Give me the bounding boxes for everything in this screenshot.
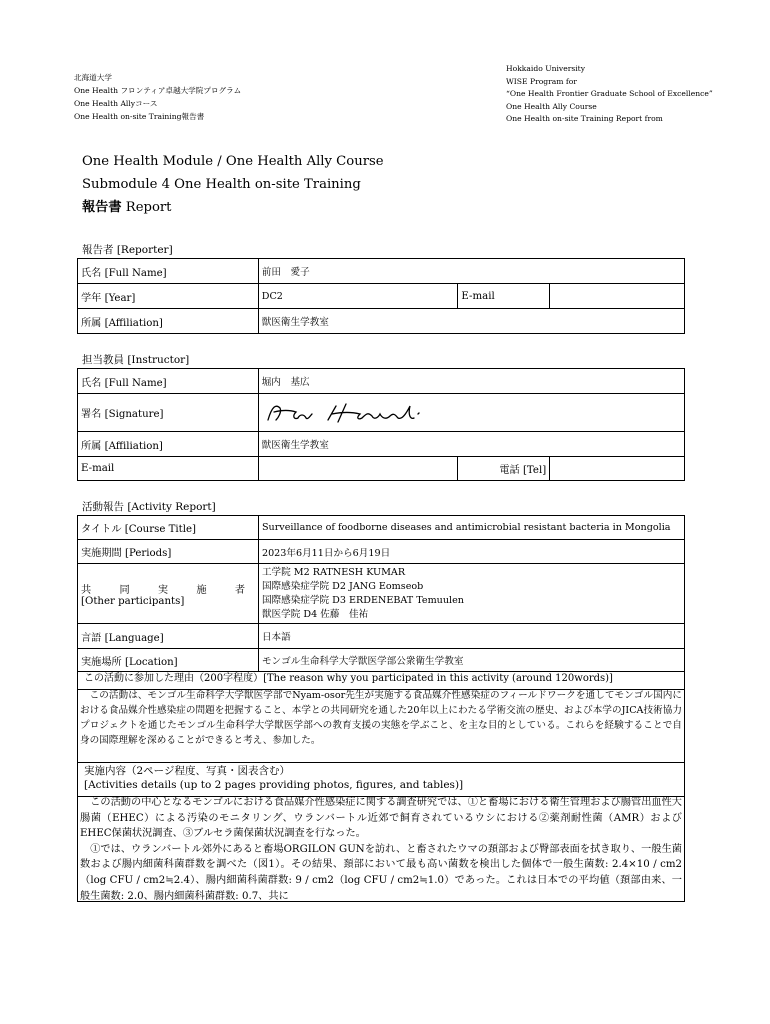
activity-section-label: 活動報告 [Activity Report] xyxy=(82,501,216,513)
instructor-email-value xyxy=(258,457,458,481)
location-value: モンゴル生命科学大学獣医学部公衆衛生学教室 xyxy=(258,649,684,672)
participants-label-char: 施 xyxy=(196,584,207,596)
reporter-affiliation-value: 獣医衛生学教室 xyxy=(258,309,684,334)
participants-label-char: 者 xyxy=(234,584,245,596)
periods-value: 2023年6月11日から6月19日 xyxy=(258,540,684,564)
header-right-line: WISE Program for xyxy=(506,76,577,86)
participants-label xyxy=(78,564,259,624)
participant-item: 獣医学院 D4 佐藤 佳祐 xyxy=(261,608,369,620)
header-right-line: One Health on-site Training Report from xyxy=(506,114,663,123)
course-title-value: Surveillance of foodborne diseases and antimicrobial resistant bacteria in Mongolia xyxy=(258,516,684,540)
title-report-en: Report xyxy=(125,200,172,215)
reporter-email-label: E-mail xyxy=(458,284,550,309)
instructor-affiliation-value: 獣医衛生学教室 xyxy=(258,432,684,457)
instructor-signature-label: 署名 [Signature] xyxy=(78,394,259,432)
instructor-signature-cell xyxy=(258,394,684,432)
header-left-line: One Health on-site Training報告書 xyxy=(74,112,205,121)
details-body-box xyxy=(77,795,685,902)
title-module: One Health Module / One Health Ally Course xyxy=(82,154,384,169)
reporter-year-value: DC2 xyxy=(258,284,458,309)
details-heading-ja: 実施内容（2ページ程度、写真・図表含む） xyxy=(84,765,290,777)
instructor-table xyxy=(77,368,685,481)
participant-item: 国際感染症学院 D3 ERDENEBAT Temuulen xyxy=(261,594,464,606)
participants-label-en: [Other participants] xyxy=(81,595,185,607)
periods-label: 実施期間 [Periods] xyxy=(78,540,259,564)
header-left xyxy=(74,71,241,123)
header-right-line: “One Health Frontier Graduate School of Excellence” xyxy=(506,89,713,98)
course-title-label: タイトル [Course Title] xyxy=(78,516,259,540)
instructor-email-label: E-mail xyxy=(78,457,259,481)
reporter-email-value xyxy=(550,284,685,309)
reason-body: この活動は、モンゴル生命科学大学獣医学部でNyam-osor先生が実施する食品媒介性感染症のフィールドワークを通してモンゴル国内における食品媒介性感染症の問題を把握すること、本学との共同研究を通した20年以上にわたる学術交流の歴史、および本学のJICA技術協力プロジェクトを通じたモンゴル生命科学大学獣医学部への教育支援の実態を学ぶこと、を主な目的としている。これらを経験することで自身の国際理解を深めることができると考え、参加した。 xyxy=(80,690,682,746)
reporter-year-label: 学年 [Year] xyxy=(78,284,259,309)
reporter-table xyxy=(77,258,685,334)
header-right-line: Hokkaido University xyxy=(506,64,586,73)
participants-value xyxy=(258,564,684,624)
title-submodule: Submodule 4 One Health on-site Training xyxy=(82,177,361,192)
reporter-name-label: 氏名 [Full Name] xyxy=(78,259,259,284)
title-report xyxy=(82,196,384,219)
header-left-line: One Health Allyコース xyxy=(74,99,158,108)
instructor-name-value: 堀内 基広 xyxy=(258,369,684,394)
details-paragraph-2: ①では、ウランバートル郊外にあると畜場ORGILON GUNを訪れ、と畜されたウマの頚部および臀部表面を拭き取り、一般生菌数および腸内細菌科菌群数を調べた（図1）。その結果、頚部において最も高い菌数を検出した個体で一般生菌数: 2.4×10 / cm2（log CFU / cm2≒2.4）、腸内細菌科菌群数: 9 / cm2（log CFU / cm2≒1.0）であった。これは日本での平均値（頚部由来、一般生菌数: 2.0、腸内細菌科菌群数: 0.7、共に xyxy=(80,843,682,902)
participants-label-ja xyxy=(81,581,245,596)
participant-item: 工学院 M2 RATNESH KUMAR xyxy=(261,566,406,578)
reporter-section-label: 報告者 [Reporter] xyxy=(82,244,173,256)
document-titles xyxy=(82,150,384,219)
header-left-line: One Health フロンティア卓越大学院プログラム xyxy=(74,86,242,95)
participants-label-char: 同 xyxy=(119,584,130,596)
title-report-ja: 報告書 xyxy=(82,200,122,215)
participant-item: 国際感染症学院 D2 JANG Eomseob xyxy=(261,580,424,592)
handwritten-signature xyxy=(262,400,432,426)
language-value: 日本語 xyxy=(258,624,684,649)
reporter-name-value: 前田 愛子 xyxy=(258,259,684,284)
instructor-tel-value xyxy=(550,457,685,481)
details-paragraph-1: この活動の中心となるモンゴルにおける食品媒介性感染症に関する調査研究では、①と畜場における衛生管理および腸管出血性大腸菌（EHEC）による汚染のモニタリング、ウランバートル近郊で飼育されているウシにおける②薬剤耐性菌（AMR）およびEHEC保菌状況調査、③ブルセラ菌保菌状況調査を行なった。 xyxy=(80,797,682,840)
participants-label-char: 共 xyxy=(81,584,92,596)
details-heading-box xyxy=(77,762,685,797)
reporter-affiliation-label: 所属 [Affiliation] xyxy=(78,309,259,334)
location-label: 実施場所 [Location] xyxy=(78,649,259,672)
header-left-line: 北海道大学 xyxy=(74,73,112,82)
instructor-tel-label: 電話 [Tel] xyxy=(458,457,550,481)
activity-table xyxy=(77,515,685,672)
header-right-line: One Health Ally Course xyxy=(506,101,597,111)
reason-heading: この活動に参加した理由（200字程度）[The reason why you participated in this activity (around 120words)] xyxy=(84,673,613,684)
header-right xyxy=(506,63,713,126)
language-label: 言語 [Language] xyxy=(78,624,259,649)
instructor-section-label: 担当教員 [Instructor] xyxy=(82,354,190,366)
instructor-name-label: 氏名 [Full Name] xyxy=(78,369,259,394)
instructor-affiliation-label: 所属 [Affiliation] xyxy=(78,432,259,457)
details-heading-en: [Activities details (up to 2 pages providing photos, figures, and tables)] xyxy=(84,779,464,791)
participants-label-char: 実 xyxy=(157,584,169,596)
reason-body-box xyxy=(77,688,685,763)
